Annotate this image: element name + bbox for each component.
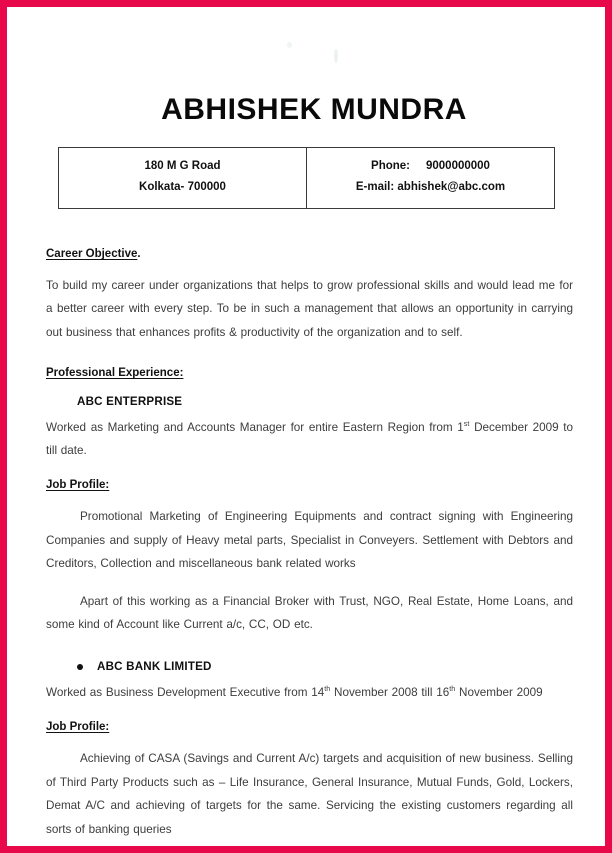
professional-experience-heading	[46, 366, 573, 381]
job2-summary-paragraph	[46, 681, 573, 704]
job2-summary-pre: Worked as Business Development Executive from 14	[46, 685, 325, 699]
job1-summary-ordinal: st	[463, 418, 470, 428]
career-objective-heading	[46, 247, 573, 262]
contact-info-table	[58, 147, 555, 209]
candidate-name-heading: ABHISHEK MUNDRA	[161, 93, 467, 126]
scan-artifact-icon	[334, 49, 338, 63]
section-spacer	[46, 358, 573, 366]
job2-summary-post: November 2009	[455, 685, 543, 699]
job2-summary-ordinal-end: th	[449, 684, 456, 694]
job1-profile-paragraph-2: Apart of this working as a Financial Broker with Trust, NGO, Real Estate, Home Loans, and some kind of Account like Current a/c, CC, OD etc.	[46, 594, 573, 632]
address-cell	[59, 148, 307, 209]
job1-profile-heading	[46, 478, 573, 493]
bullet-icon	[77, 664, 83, 670]
job2-profile-heading-label: Job Profile:	[46, 721, 110, 734]
job1-summary-paragraph	[46, 416, 573, 463]
job2-summary-mid: November 2008 till 16	[330, 685, 450, 699]
scan-artifact-icon	[287, 42, 292, 48]
address-line-1: 180 M G Road	[144, 160, 221, 172]
section-spacer	[46, 650, 573, 658]
table-row	[59, 148, 555, 209]
phone-email-cell	[307, 148, 555, 209]
job2-profile-paragraph-1: Achieving of CASA (Savings and Current A/c) targets and acquisition of new business. Selling of Third Party Products such as – Life Insurance, General Insurance, Mutual Funds, Gold, Lockers, Demat A/C and achieving of targets for the same. Servicing the existing customers regarding all sorts of banking queries	[46, 752, 573, 836]
job2-summary-ordinal-start: th	[324, 684, 331, 694]
career-objective-paragraph: To build my career under organizations that helps to grow professional skills and would lead me for a better career with every step. To be in such a management that allows an opportunity in carrying out business that enhances profits & productivity of the organization and to self.	[46, 278, 573, 339]
job1-summary-post: December 2009 to till date.	[46, 420, 573, 458]
company-name-abc-bank-limited-label: ABC BANK LIMITED	[97, 660, 212, 674]
career-objective-heading-suffix: .	[137, 248, 141, 260]
company-name-abc-bank-limited	[46, 658, 573, 677]
job1-summary-pre: Worked as Marketing and Accounts Manager for entire Eastern Region from 1	[46, 420, 464, 434]
resume-body	[46, 247, 573, 853]
email-line: E-mail: abhishek@abc.com	[355, 181, 506, 194]
company-name-abc-enterprise: ABC ENTERPRISE	[77, 395, 183, 409]
address-line-2: Kolkata- 700000	[139, 181, 226, 194]
job2-profile-heading	[46, 720, 573, 735]
page-sheet	[7, 7, 605, 846]
job1-profile-paragraph-1: Promotional Marketing of Engineering Equipments and contract signing with Engineering Companies and supply of Heavy metal parts, Specialist in Conveyers. Settlement with Debtors and Creditors, Collection and miscellaneous bank related works	[46, 510, 573, 571]
professional-experience-heading-label: Professional Experience:	[46, 367, 184, 380]
career-objective-heading-label: Career Objective	[46, 248, 138, 260]
phone-line: Phone: 9000000000	[371, 160, 490, 172]
job1-profile-heading-label: Job Profile:	[46, 479, 110, 492]
